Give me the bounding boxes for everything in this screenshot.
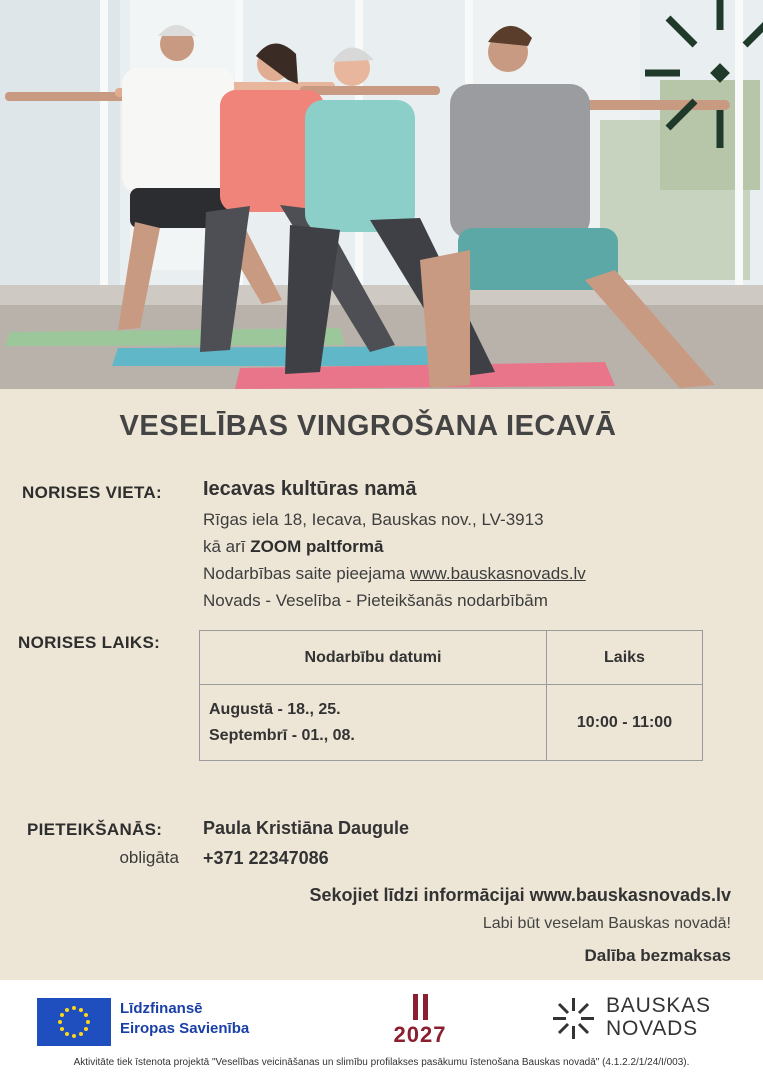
footer <box>0 980 763 1080</box>
brand-name <box>606 994 711 1040</box>
hero-photo <box>0 0 763 389</box>
venue-name: Iecavas kultūras namā <box>203 478 417 500</box>
link-prefix: Nodarbības saite pieejama <box>203 564 410 583</box>
contact-name: Paula Kristiāna Daugule <box>203 818 410 838</box>
schedule-table <box>199 630 703 761</box>
registration-sublabel: obligāta <box>119 848 179 867</box>
page-title: VESELĪBAS VINGROŠANA IECAVĀ <box>119 410 617 442</box>
column-header-dates: Nodarbību datumi <box>200 631 547 685</box>
registration-label: PIETEIKŠANĀS: <box>27 820 163 839</box>
eu-cofinanced-text <box>120 999 249 1039</box>
eu-line-2: Eiropas Savienība <box>120 1020 250 1037</box>
eu-line-1: Līdzfinansē <box>120 1000 203 1017</box>
bauskas-novads-logo-icon <box>551 996 596 1041</box>
free-participation: Dalība bezmaksas <box>584 946 731 965</box>
schedule-label: NORISES LAIKS: <box>18 633 161 652</box>
time-cell: 10:00 - 11:00 <box>547 685 703 761</box>
follow-info: Sekojiet līdzi informācijai www.bauskasnovads.lv <box>309 885 731 905</box>
brand-line-2: NOVADS <box>606 1017 698 1040</box>
dates-september: Septembrī - 01., 08. <box>209 726 355 744</box>
yoga-warrior-pose-group-photo <box>0 0 763 389</box>
website-link[interactable]: www.bauskasnovads.lv <box>409 564 586 583</box>
column-header-time: Laiks <box>547 631 703 685</box>
eu-flag-icon <box>37 998 111 1046</box>
link-line <box>203 564 586 584</box>
dates-cell <box>200 685 547 761</box>
project-fine-print: Aktivitāte tiek īstenota projektā "Veselības veicināšanas un slimību profilakses pasākumu īstenošana Bauskas novadā" (4.1.2.2/1/24/I/003). <box>73 1057 690 1068</box>
dates-august: Augustā - 18., 25. <box>209 700 341 718</box>
year-2027: 2027 <box>393 1022 447 1047</box>
zoom-line <box>203 537 383 557</box>
contact-phone: +371 22347086 <box>203 848 329 868</box>
zoom-prefix: kā arī <box>203 537 251 556</box>
slogan: Labi būt veselam Bauskas novadā! <box>482 915 731 932</box>
venue-address: Rīgas iela 18, Iecava, Bauskas nov., LV-3913 <box>203 510 544 529</box>
table-header-row <box>200 631 703 685</box>
latvia-2027-mark <box>389 994 451 1052</box>
brand-line-1: BAUSKAS <box>606 994 711 1017</box>
zoom-platform: ZOOM paltformā <box>250 537 384 556</box>
table-row <box>200 685 703 761</box>
venue-label: NORISES VIETA: <box>22 483 162 502</box>
navigation-path: Novads - Veselība - Pieteikšanās nodarbībām <box>203 591 548 610</box>
